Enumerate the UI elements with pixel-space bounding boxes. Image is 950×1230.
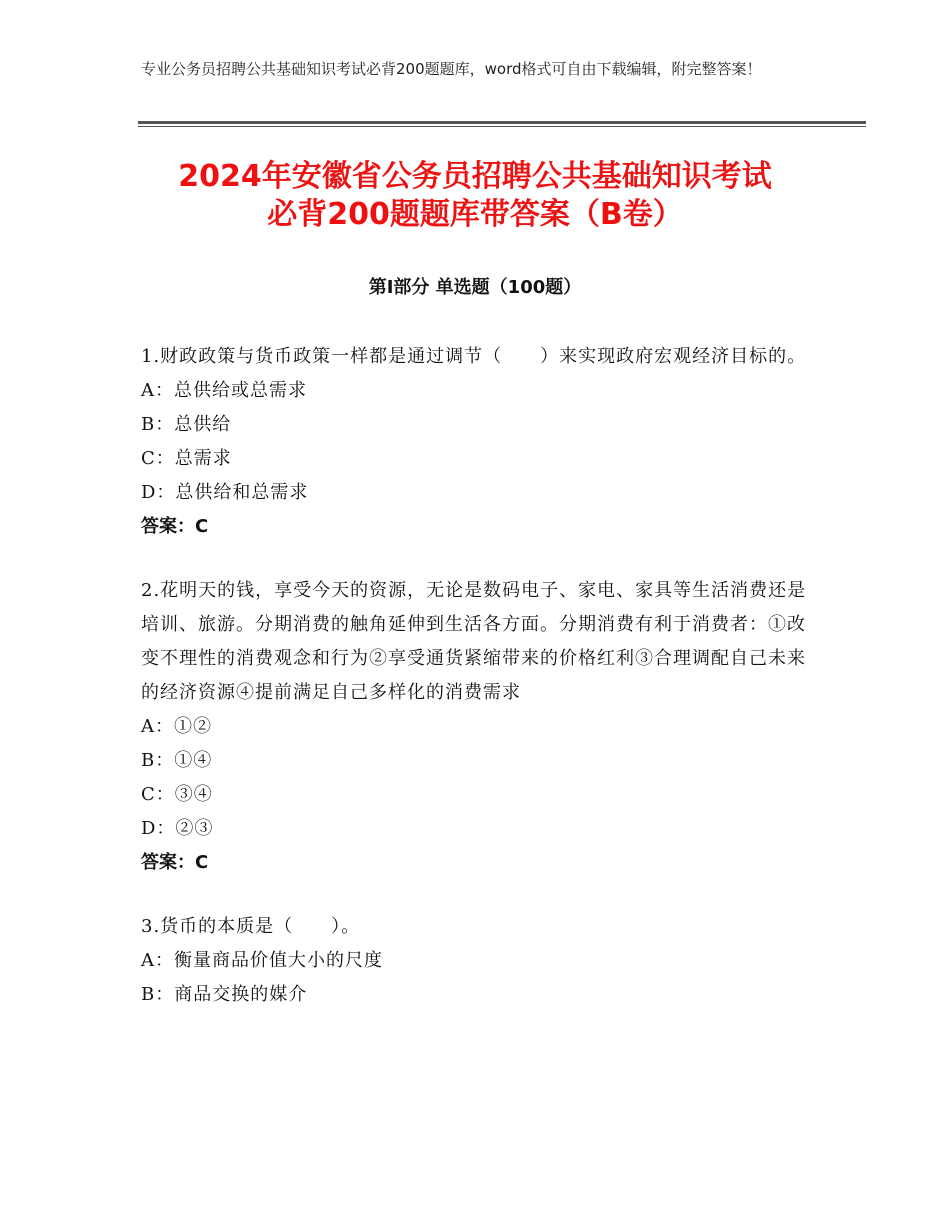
section-heading: 第Ⅰ部分 单选题（100题）: [368, 277, 582, 298]
option-c: C：总需求: [141, 448, 232, 469]
question-2: [141, 574, 811, 880]
option-a: A：衡量商品价值大小的尺度: [141, 950, 383, 971]
answer: 答案：C: [141, 852, 209, 873]
question-3: [141, 910, 811, 1012]
question-stem: 3.货币的本质是（ ）。: [141, 916, 361, 937]
header-note: 专业公务员招聘公共基础知识考试必背200题题库，word格式可自由下载编辑，附完整答案！: [141, 60, 762, 78]
header-divider-thin: [138, 126, 866, 127]
title-line-2: 必背200题题库带答案（B卷）: [267, 197, 683, 232]
question-1: [141, 340, 811, 544]
answer: 答案：C: [141, 516, 209, 537]
option-b: B：总供给: [141, 414, 232, 435]
option-a: A：总供给或总需求: [141, 380, 307, 401]
option-b: B：商品交换的媒介: [141, 984, 308, 1005]
document-title: [120, 158, 830, 234]
question-stem: 2.花明天的钱，享受今天的资源，无论是数码电子、家电、家具等生活消费还是培训、旅游。分期消费的触角延伸到生活各方面。分期消费有利于消费者：①改变不理性的消费观念和行为②享受通货紧缩带来的价格红利③合理调配自己未来的经济资源④提前满足自己多样化的消费需求: [141, 580, 807, 703]
option-b: B：①④: [141, 750, 213, 771]
header-divider: [138, 121, 866, 124]
option-d: D：总供给和总需求: [141, 482, 309, 503]
question-list: [141, 340, 811, 1042]
option-d: D：②③: [141, 818, 214, 839]
question-stem: 1.财政政策与货币政策一样都是通过调节（ ）来实现政府宏观经济目标的。: [141, 346, 807, 367]
option-c: C：③④: [141, 784, 213, 805]
option-a: A：①②: [141, 716, 212, 737]
title-line-1: 2024年安徽省公务员招聘公共基础知识考试: [178, 159, 772, 194]
